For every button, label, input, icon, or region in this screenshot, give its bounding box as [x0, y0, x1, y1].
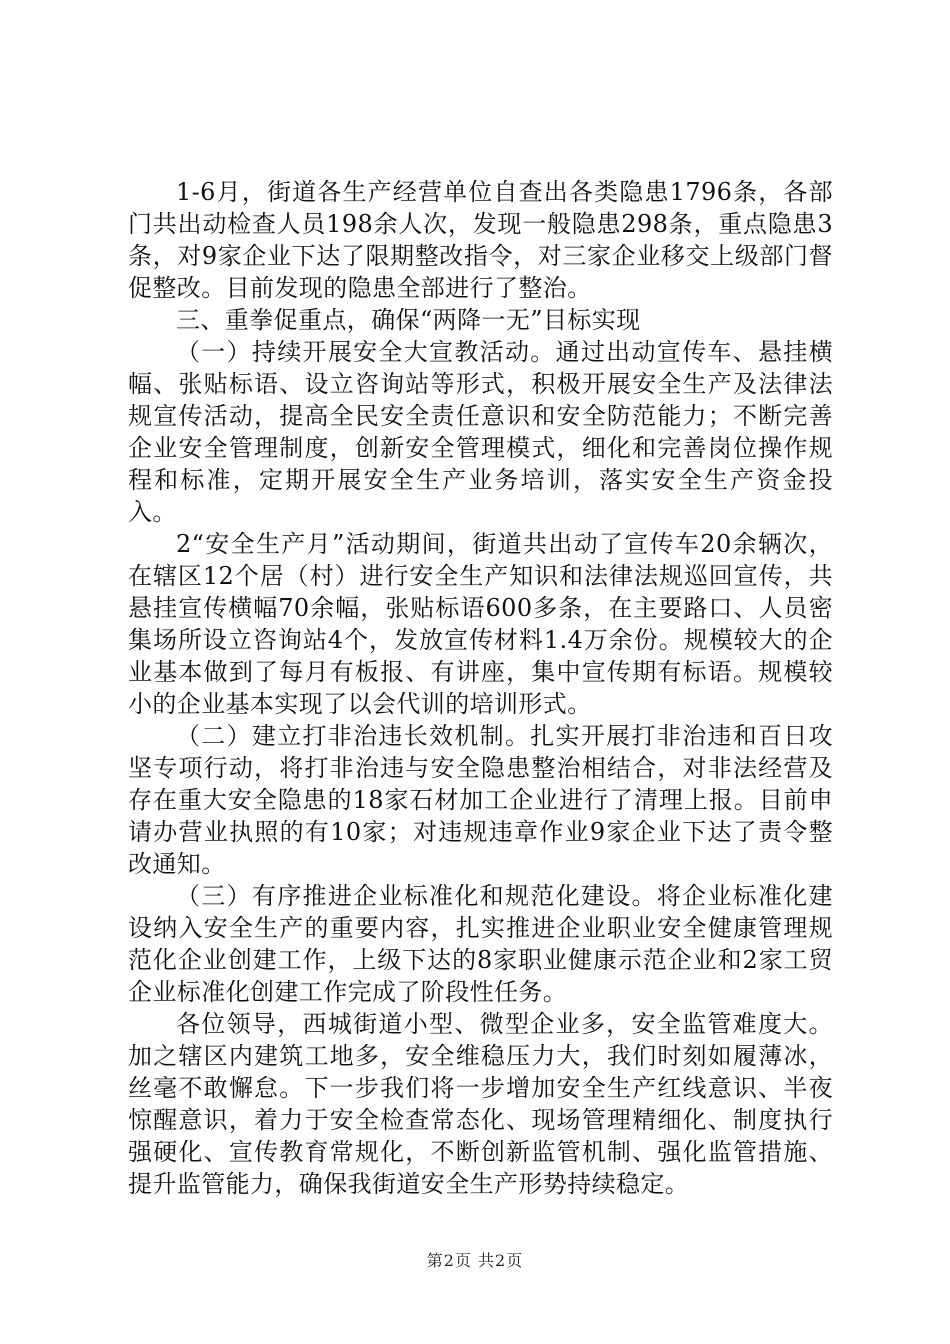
document-body: [128, 176, 833, 1200]
paragraph-anti-illegal-mechanism: （二）建立打非治违长效机制。扎实开展打非治违和百日攻坚专项行动，将打非治违与安全隐患整治相结合，对非法经营及存在重大安全隐患的18家石材加工企业进行了清理上报。目前申请办营业执照的有10家；对违规违章作业9家企业下达了责令整改通知。: [128, 722, 833, 878]
paragraph-conclusion: 各位领导，西城街道小型、微型企业多，安全监管难度大。加之辖区内建筑工地多，安全维稳压力大，我们时刻如履薄冰，丝毫不敢懈怠。下一步我们将一步增加安全生产红线意识、半夜惊醒意识，着力于安全检查常态化、现场管理精细化、制度执行强硬化、宣传教育常规化，不断创新监管机制、强化监管措施、提升监管能力，确保我街道安全生产形势持续稳定。: [128, 1010, 833, 1198]
paragraph-safety-month: 2“安全生产月”活动期间，街道共出动了宣传车20余辆次，在辖区12个居（村）进行安全生产知识和法律法规巡回宣传，共悬挂宣传横幅70余幅，张贴标语600多条，在主要路口、人员密集场所设立咨询站4个，发放宣传材料1.4万余份。规模较大的企业基本做到了每月有板报、有讲座，集中宣传期有标语。规模较小的企业基本实现了以会代训的培训形式。: [128, 530, 833, 718]
paragraph-standardization: （三）有序推进企业标准化和规范化建设。将企业标准化建设纳入安全生产的重要内容，扎实推进企业职业安全健康管理规范化企业创建工作，上级下达的8家职业健康示范企业和2家工贸企业标准化创建工作完成了阶段性任务。: [128, 882, 833, 1006]
paragraph-hidden-danger-stats: 1-6月，街道各生产经营单位自查出各类隐患1796条，各部门共出动检查人员198余人次，发现一般隐患298条，重点隐患3条，对9家企业下达了限期整改指令，对三家企业移交上级部门督促整改。目前发现的隐患全部进行了整治。: [128, 178, 833, 302]
paragraph-safety-education: （一）持续开展安全大宣教活动。通过出动宣传车、悬挂横幅、张贴标语、设立咨询站等形式，积极开展安全生产及法律法规宣传活动，提高全民安全责任意识和安全防范能力；不断完善企业安全管理制度，创新安全管理模式，细化和完善岗位操作规程和标准，定期开展安全生产业务培训，落实安全生产资金投入。: [128, 338, 833, 526]
section-heading-three: 三、重拳促重点，确保“两降一无”目标实现: [176, 306, 641, 334]
page-number-footer: 第2页 共2页: [426, 1251, 524, 1270]
